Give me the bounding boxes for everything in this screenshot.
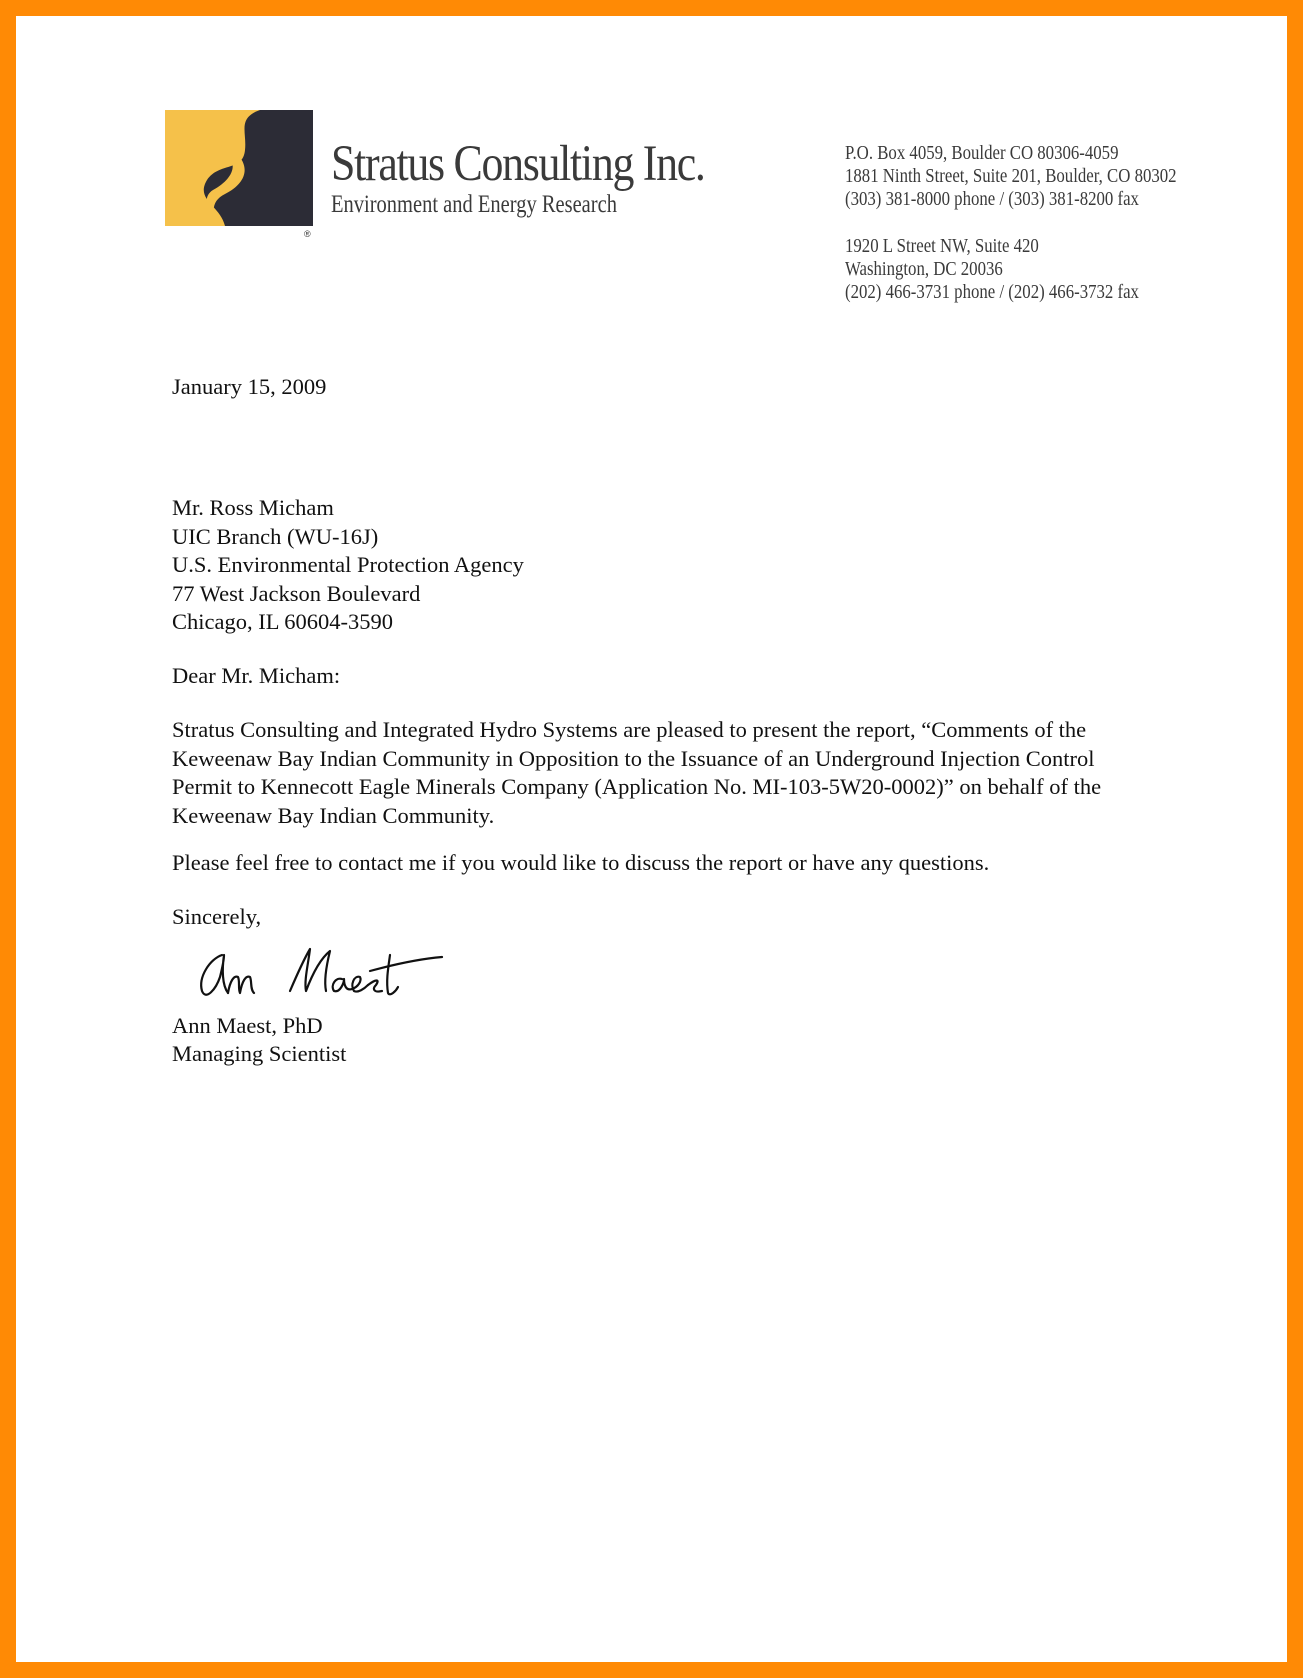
- company-name: Stratus Consulting Inc.: [331, 136, 705, 192]
- address-line: P.O. Box 4059, Boulder CO 80306-4059: [845, 142, 1119, 164]
- recipient-address: [172, 494, 1152, 637]
- address-line: 1920 L Street NW, Suite 420: [845, 235, 1039, 257]
- phone-fax-line: (303) 381-8000 phone / (303) 381-8200 fax: [845, 188, 1139, 210]
- salutation: Dear Mr. Micham:: [172, 663, 341, 688]
- recipient-city: Chicago, IL 60604-3590: [172, 609, 394, 634]
- address-line: Washington, DC 20036: [845, 258, 1003, 280]
- recipient-name: Mr. Ross Micham: [172, 495, 334, 520]
- phone-fax-line: (202) 466-3731 phone / (202) 466-3732 fax: [845, 281, 1139, 303]
- address-line: 1881 Ninth Street, Suite 201, Boulder, CO 80302: [845, 165, 1177, 187]
- letter-date: January 15, 2009: [172, 374, 327, 399]
- recipient-branch: UIC Branch (WU-16J): [172, 523, 379, 549]
- registered-mark: ®: [304, 229, 311, 239]
- body-paragraph: Stratus Consulting and Integrated Hydro Systems are pleased to present the report, “Comments of the Keweenaw Bay Indian Community in Opposition to the Issuance of an Underground Injection Control Permit to Kennecott Eagle Minerals Company (Application No. MI-103-5W20-0002)” on behalf of the Keweenaw Bay Indian Community.: [172, 717, 1102, 828]
- recipient-agency: U.S. Environmental Protection Agency: [172, 552, 524, 577]
- stratus-s-logo-icon: [165, 110, 313, 226]
- recipient-street: 77 West Jackson Boulevard: [172, 580, 421, 606]
- washington-office-address: [845, 235, 1139, 304]
- boulder-office-address: [845, 142, 1177, 211]
- signer-title: Managing Scientist: [172, 1041, 347, 1066]
- body-paragraph: Please feel free to contact me if you would like to discuss the report or have any questions.: [172, 850, 990, 875]
- letter-page: [16, 16, 1287, 1662]
- handwritten-signature: [192, 941, 450, 1005]
- company-tagline: Environment and Energy Research: [331, 191, 617, 218]
- closing: Sincerely,: [172, 904, 262, 929]
- signer-name: Ann Maest, PhD: [172, 1013, 323, 1038]
